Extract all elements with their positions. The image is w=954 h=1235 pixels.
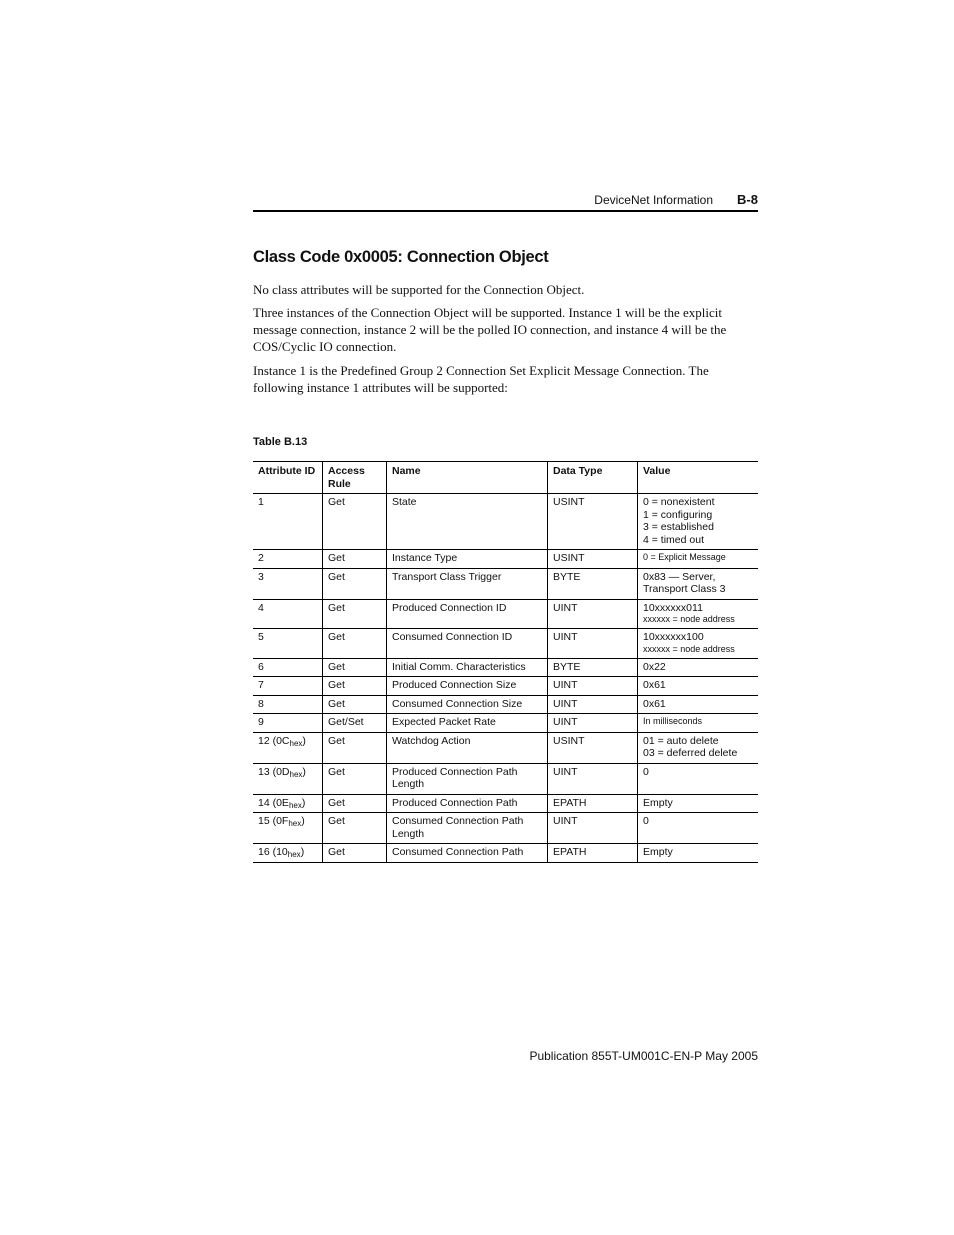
cell-name: Produced Connection Path Length	[387, 763, 548, 794]
table-caption: Table B.13	[253, 436, 308, 448]
cell-name: Initial Comm. Characteristics	[387, 658, 548, 677]
cell-name: Consumed Connection Path	[387, 844, 548, 863]
cell-access-rule: Get	[323, 677, 387, 696]
cell-data-type: EPATH	[548, 844, 638, 863]
value-note: xxxxxx = node address	[643, 643, 735, 654]
cell-name: Consumed Connection ID	[387, 629, 548, 659]
table-header-row	[253, 462, 758, 494]
cell-access-rule: Get	[323, 494, 387, 550]
column-header-attribute-id: Attribute ID	[253, 462, 323, 494]
cell-attribute-id: 13 $(0D_{hex})$	[253, 763, 323, 794]
table-row	[253, 599, 758, 629]
cell-data-type: USINT	[548, 494, 638, 550]
paragraph-1: No class attributes will be supported for the Connection Object.	[253, 282, 585, 297]
cell-value: 10xxxxxx100 xxxxxx = node address	[638, 629, 759, 659]
column-header-name: Name	[387, 462, 548, 494]
cell-name: Expected Packet Rate	[387, 714, 548, 733]
cell-data-type: EPATH	[548, 794, 638, 813]
column-header-value: Value	[638, 462, 759, 494]
cell-value: Empty	[638, 794, 759, 813]
cell-data-type: UINT	[548, 695, 638, 714]
cell-data-type: UINT	[548, 629, 638, 659]
cell-attribute-id: 8	[253, 695, 323, 714]
attributes-table	[253, 461, 758, 863]
cell-data-type: USINT	[548, 550, 638, 569]
cell-access-rule: Get	[323, 658, 387, 677]
cell-value: 0	[638, 813, 759, 844]
cell-name: Produced Connection Path	[387, 794, 548, 813]
table-row	[253, 494, 758, 550]
table-row	[253, 763, 758, 794]
cell-value: 0x61	[638, 677, 759, 696]
cell-value: 0x83 — Server, Transport Class 3	[638, 568, 759, 599]
cell-attribute-id: 6	[253, 658, 323, 677]
cell-access-rule: Get	[323, 568, 387, 599]
cell-attribute-id: 16 $(10_{hex})$	[253, 844, 323, 863]
cell-access-rule: Get	[323, 813, 387, 844]
cell-attribute-id: 12 $(0C_{hex})$	[253, 732, 323, 763]
cell-data-type: UINT	[548, 677, 638, 696]
cell-value: 0x22	[638, 658, 759, 677]
cell-access-rule: Get	[323, 763, 387, 794]
column-header-data-type: Data Type	[548, 462, 638, 494]
cell-attribute-id: 3	[253, 568, 323, 599]
cell-access-rule: Get	[323, 794, 387, 813]
cell-access-rule: Get	[323, 844, 387, 863]
paragraph-2: Three instances of the Connection Object will be supported. Instance 1 will be the explicit message connection, instance 2 will be the polled IO connection, and instance 4 will be the COS/Cyclic IO connection.	[253, 305, 727, 354]
running-header	[253, 190, 758, 212]
cell-name: Instance Type	[387, 550, 548, 569]
cell-access-rule: Get/Set	[323, 714, 387, 733]
value-note: In milliseconds	[643, 716, 703, 726]
cell-attribute-id: 7	[253, 677, 323, 696]
paragraph-3: Instance 1 is the Predefined Group 2 Connection Set Explicit Message Connection. The following instance 1 attributes will be supported:	[253, 363, 709, 395]
cell-access-rule: Get	[323, 695, 387, 714]
publication-footer: Publication 855T-UM001C-EN-P May 2005	[529, 1049, 758, 1063]
cell-attribute-id: 1	[253, 494, 323, 550]
cell-attribute-id: 9	[253, 714, 323, 733]
cell-name: State	[387, 494, 548, 550]
table-row	[253, 658, 758, 677]
cell-name: Produced Connection ID	[387, 599, 548, 629]
cell-access-rule: Get	[323, 732, 387, 763]
cell-name: Transport Class Trigger	[387, 568, 548, 599]
table-row	[253, 695, 758, 714]
cell-name: Consumed Connection Path Length	[387, 813, 548, 844]
cell-access-rule: Get	[323, 550, 387, 569]
cell-name: Watchdog Action	[387, 732, 548, 763]
cell-attribute-id: 4	[253, 599, 323, 629]
cell-value	[638, 550, 759, 569]
table-row	[253, 677, 758, 696]
cell-data-type: UINT	[548, 763, 638, 794]
table-row	[253, 813, 758, 844]
cell-data-type: USINT	[548, 732, 638, 763]
cell-value: Empty	[638, 844, 759, 863]
page-number: B-8	[737, 192, 758, 207]
cell-access-rule: Get	[323, 629, 387, 659]
value-note: 0 = Explicit Message	[643, 552, 726, 562]
table-row	[253, 568, 758, 599]
cell-data-type: UINT	[548, 813, 638, 844]
cell-value: 01 = auto delete 03 = deferred delete	[638, 732, 759, 763]
cell-name: Produced Connection Size	[387, 677, 548, 696]
cell-attribute-id: 15 $(0F_{hex})$	[253, 813, 323, 844]
table-row	[253, 629, 758, 659]
table-row	[253, 732, 758, 763]
column-header-access-rule: Access Rule	[323, 462, 387, 494]
cell-name: Consumed Connection Size	[387, 695, 548, 714]
section-heading: Class Code 0x0005: Connection Object	[253, 248, 549, 266]
table-row	[253, 794, 758, 813]
table-row	[253, 844, 758, 863]
cell-data-type: UINT	[548, 599, 638, 629]
running-header-title: DeviceNet Information	[594, 193, 713, 207]
cell-attribute-id: 2	[253, 550, 323, 569]
table-row	[253, 550, 758, 569]
cell-data-type: BYTE	[548, 568, 638, 599]
cell-value: 0	[638, 763, 759, 794]
cell-value: 10xxxxxx011 xxxxxx = node address	[638, 599, 759, 629]
cell-attribute-id: 14 $(0E_{hex})$	[253, 794, 323, 813]
value-note: xxxxxx = node address	[643, 614, 735, 624]
cell-access-rule: Get	[323, 599, 387, 629]
cell-value	[638, 714, 759, 733]
table-row	[253, 714, 758, 733]
cell-value: 0 = nonexistent 1 = configuring 3 = established 4 = timed out	[638, 494, 759, 550]
cell-value: 0x61	[638, 695, 759, 714]
cell-attribute-id: 5	[253, 629, 323, 659]
cell-data-type: BYTE	[548, 658, 638, 677]
cell-data-type: UINT	[548, 714, 638, 733]
